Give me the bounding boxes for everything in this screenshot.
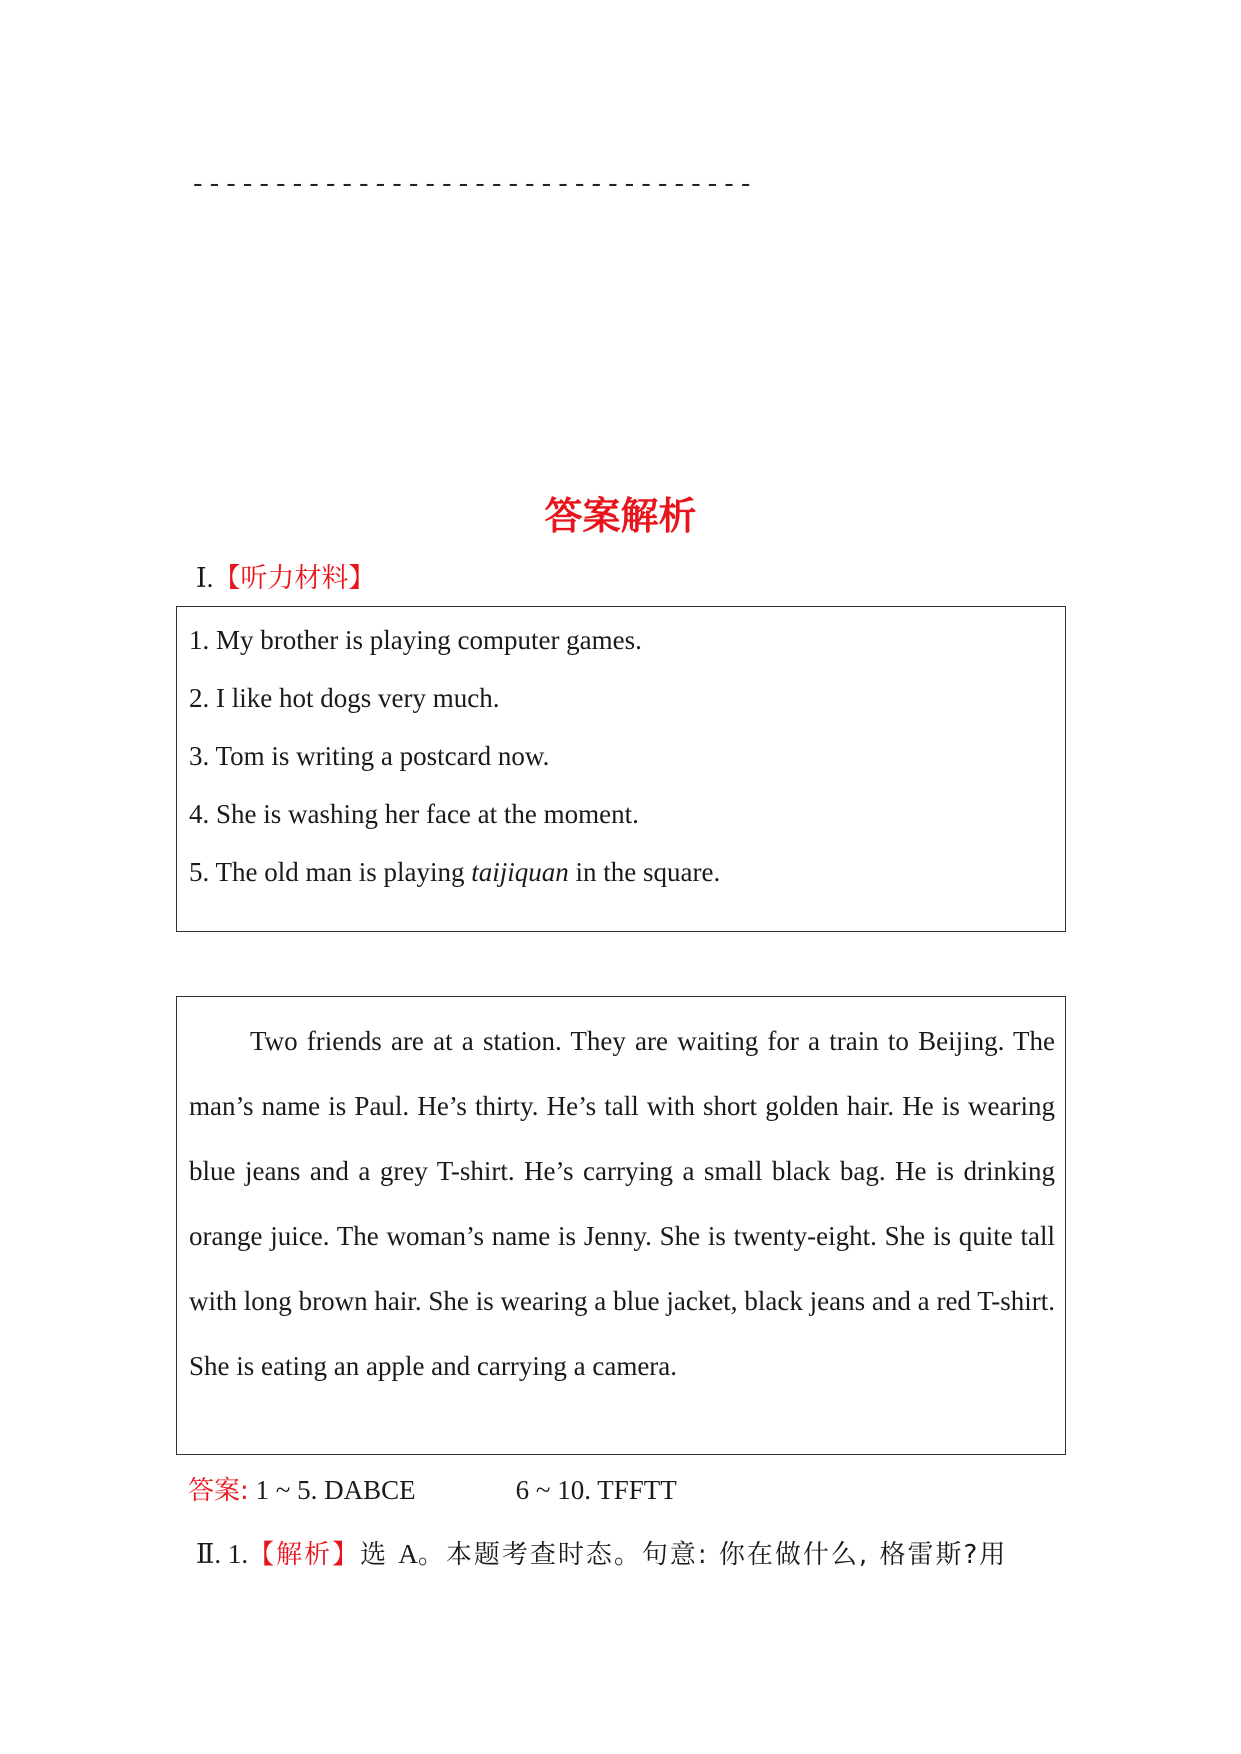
page-title: 答案解析 — [544, 494, 697, 538]
sentence-5 — [189, 857, 720, 888]
sentence-2: 2. I like hot dogs very much. — [189, 683, 500, 713]
section-1-label: 【听力材料】 — [213, 563, 376, 594]
sentence-5-end: in the square. — [568, 857, 721, 887]
listening-sentences-box — [176, 606, 1066, 932]
answer-line — [188, 1470, 677, 1507]
answer-part-b: 6 ~ 10. TFFTT — [515, 1475, 677, 1505]
analysis-tag: 【解析】 — [248, 1540, 361, 1570]
analysis-text-rest: 。本题考查时态。句意: 你在做什么, 格雷斯?用 — [417, 1540, 1008, 1570]
section-2-item-number: 1. — [227, 1539, 249, 1569]
section-2-line — [196, 1534, 1007, 1571]
sentence-3: 3. Tom is writing a postcard now. — [189, 741, 550, 771]
separator-dashes: ---------------------------------- — [190, 170, 755, 200]
listening-passage: Two friends are at a station. They are waiting for a train to Beijing. The man’s name is Paul. He’s thirty. He’s tall with short golden hair. He is wearing blue jeans and a grey T-shirt. He’s carrying a small black bag. He is drinking orange juice. The woman’s name is Jenny. She is twenty-eight. She is quite tall with long brown hair. She is wearing a blue jacket, black jeans and a red T-shirt. She is eating an apple and carrying a camera. — [189, 1026, 1055, 1381]
listening-passage-box — [176, 996, 1066, 1455]
section-2-numeral: Ⅱ. — [196, 1539, 222, 1569]
analysis-choice: A — [398, 1539, 418, 1569]
answer-label: 答案: — [188, 1476, 249, 1506]
sentence-4: 4. She is washing her face at the moment. — [189, 799, 639, 829]
sentence-5-italic: taijiquan — [471, 857, 569, 887]
analysis-text-start: 选 — [360, 1540, 399, 1570]
section-1-numeral: Ⅰ. — [196, 563, 214, 593]
section-1-heading — [196, 556, 375, 595]
sentence-1: 1. My brother is playing computer games. — [189, 625, 642, 655]
answer-part-a: 1 ~ 5. DABCE — [248, 1475, 416, 1505]
sentence-5-start: 5. The old man is playing — [189, 857, 472, 887]
